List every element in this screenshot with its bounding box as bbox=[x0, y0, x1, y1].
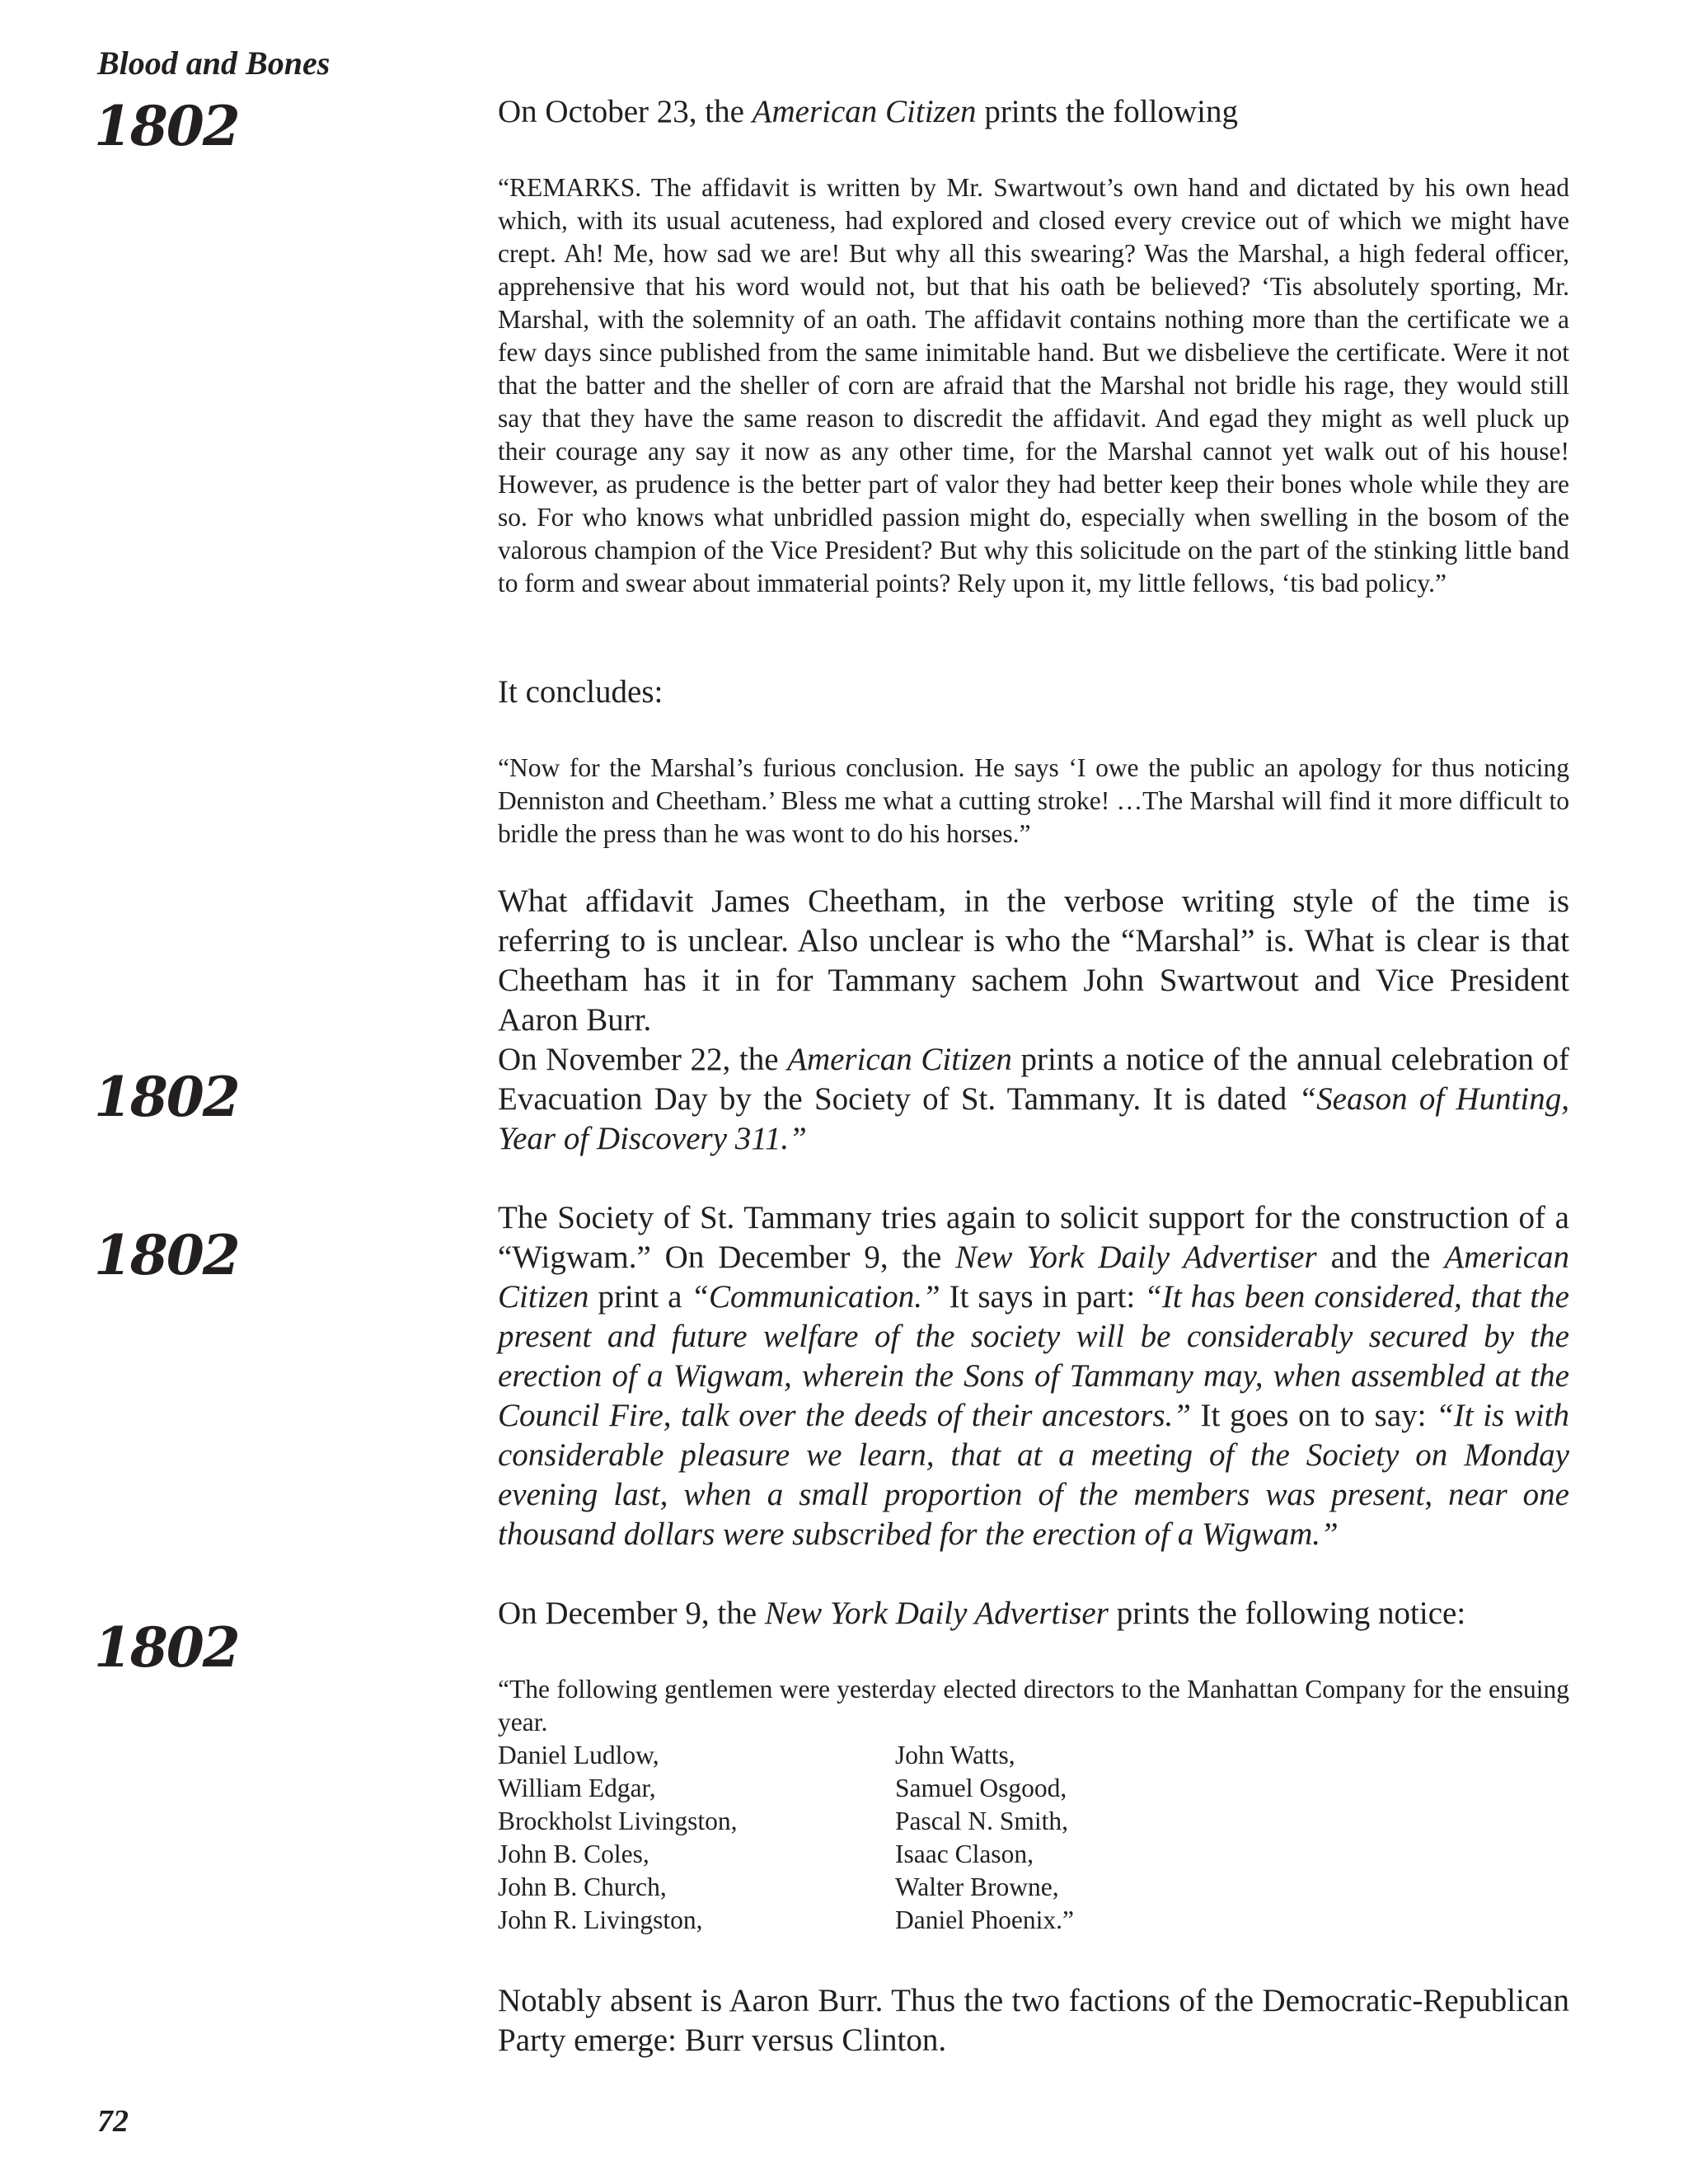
director-name: Walter Browne, bbox=[895, 1872, 1059, 1901]
conclusion-quote: “Now for the Marshal’s furious conclusion. He says ‘I owe the public an apology for thus noticing Denniston and Cheetham.’ Bless me what a cutting stroke! …The Marshal will find it more difficult to bridle the press than he was wont to do his horses.” bbox=[498, 753, 1569, 848]
commentary-paragraph: What affidavit James Cheetham, in the verbose writing style of the time is referring to is unclear. Also unclear is who the “Marshal” is. What is clear is that Cheetham has it in for Tammany sachem John Swartwout and Vice President Aaron Burr. bbox=[498, 883, 1569, 1038]
paragraph-text: print a bbox=[588, 1279, 692, 1315]
entry-dec9-intro bbox=[498, 1594, 1569, 1633]
closing-paragraph: Notably absent is Aaron Burr. Thus the two factions of the Democratic-Republican Party emerge: Burr versus Clinton. bbox=[498, 1983, 1569, 2058]
entry-wigwam-paragraph bbox=[498, 1198, 1569, 1554]
director-name: Brockholst Livingston, bbox=[498, 1807, 738, 1835]
director-name: John R. Livingston, bbox=[498, 1905, 703, 1934]
intro-text: On October 23, the bbox=[498, 94, 753, 129]
directors-notice bbox=[498, 1673, 1569, 1937]
publication-title: American Citizen bbox=[498, 1240, 1569, 1315]
intro-text: On December 9, the bbox=[498, 1596, 765, 1631]
director-name: John Watts, bbox=[895, 1741, 1015, 1769]
paragraph-text: It says in part: bbox=[940, 1279, 1145, 1315]
directors-column-right bbox=[895, 1739, 1292, 1937]
communication-title: “Communication.” bbox=[691, 1279, 940, 1315]
page-number: 72 bbox=[97, 2104, 129, 2139]
margin-year: 1802 bbox=[94, 1065, 239, 1129]
paragraph-text: and the bbox=[1316, 1240, 1445, 1275]
margin-year: 1802 bbox=[94, 1223, 239, 1287]
inline-quote: “It is with considerable pleasure we learn, that at a meeting of the Society on Monday evening last, when a small proportion of the members was present, near one thousand dollars were subscribed for the erection of a Wigwam.” bbox=[498, 1398, 1570, 1552]
entry-nov22-paragraph bbox=[498, 1040, 1569, 1159]
dated-quote: “Season of Hunting, Year of Discovery 311.” bbox=[498, 1081, 1569, 1156]
paragraph-text: On November 22, the bbox=[498, 1042, 788, 1077]
publication-title: American Citizen bbox=[752, 94, 977, 129]
publication-title: New York Daily Advertiser bbox=[764, 1596, 1109, 1631]
notice-intro: “The following gentlemen were yesterday elected directors to the Manhattan Company for the ensuing year. bbox=[498, 1675, 1569, 1736]
director-name: Pascal N. Smith, bbox=[895, 1807, 1068, 1835]
directors-list bbox=[498, 1739, 1569, 1937]
paragraph-text: prints a notice of the annual celebration of Evacuation Day by the Society of St. Tammany. It is dated bbox=[498, 1042, 1570, 1117]
entry-oct23-intro bbox=[498, 92, 1569, 132]
director-name: Isaac Clason, bbox=[895, 1840, 1034, 1868]
director-name: John B. Church, bbox=[498, 1872, 667, 1901]
inline-quote: “It has been considered, that the present and future welfare of the society will be considerably secured by the erection of a Wigwam, wherein the Sons of Tammany may, when assembled at the Council Fire, talk over the deeds of their ancestors.” bbox=[498, 1279, 1569, 1433]
running-title: Blood and Bones bbox=[97, 45, 331, 82]
paragraph-text: It goes on to say: bbox=[1190, 1398, 1437, 1433]
director-name: Daniel Ludlow, bbox=[498, 1741, 659, 1769]
director-name: John B. Coles, bbox=[498, 1840, 649, 1868]
intro-text: prints the following notice: bbox=[1108, 1596, 1466, 1631]
publication-title: American Citizen bbox=[787, 1042, 1012, 1077]
concludes-label: It concludes: bbox=[498, 674, 663, 710]
director-name: Samuel Osgood, bbox=[895, 1774, 1067, 1802]
director-name: Daniel Phoenix.” bbox=[895, 1905, 1074, 1934]
directors-column-left bbox=[498, 1739, 895, 1937]
paragraph-text: The Society of St. Tammany tries again to solicit support for the construction of a “Wigwam.” On December 9, the bbox=[498, 1200, 1569, 1275]
margin-year: 1802 bbox=[94, 94, 239, 158]
intro-text: prints the following bbox=[976, 94, 1238, 129]
margin-year: 1802 bbox=[94, 1615, 239, 1680]
remarks-quote: “REMARKS. The affidavit is written by Mr. Swartwout’s own hand and dictated by his own head which, with its usual acuteness, had explored and closed every crevice out of which we might have crept. Ah! Me, how sad we are! But why all this swearing? Was the Marshal, a high federal officer, apprehensive that his word would not, but that his oath be believed? ‘Tis absolutely sporting, Mr. Marshal, with the solemnity of an oath. The affidavit contains nothing more than the certificate we a few days since published from the same inimitable hand. But we disbelieve the certificate. Were it not that the batter and the sheller of corn are afraid that the Marshal not bridle his rage, they would still say that they have the same reason to discredit the affidavit. And egad they might as well pluck up their courage any say it now as any other time, for the Marshal cannot yet walk out of his house! However, as prudence is the better part of valor they had better keep their bones whole while they are so. For who knows what unbridled passion might do, especially when swelling in the bosom of the valorous champion of the Vice President? But why this solicitude on the part of the stinking little band to form and swear about immaterial points? Rely upon it, my little fellows, ‘tis bad policy.” bbox=[498, 173, 1569, 598]
director-name: William Edgar, bbox=[498, 1774, 656, 1802]
publication-title: New York Daily Advertiser bbox=[955, 1240, 1317, 1275]
